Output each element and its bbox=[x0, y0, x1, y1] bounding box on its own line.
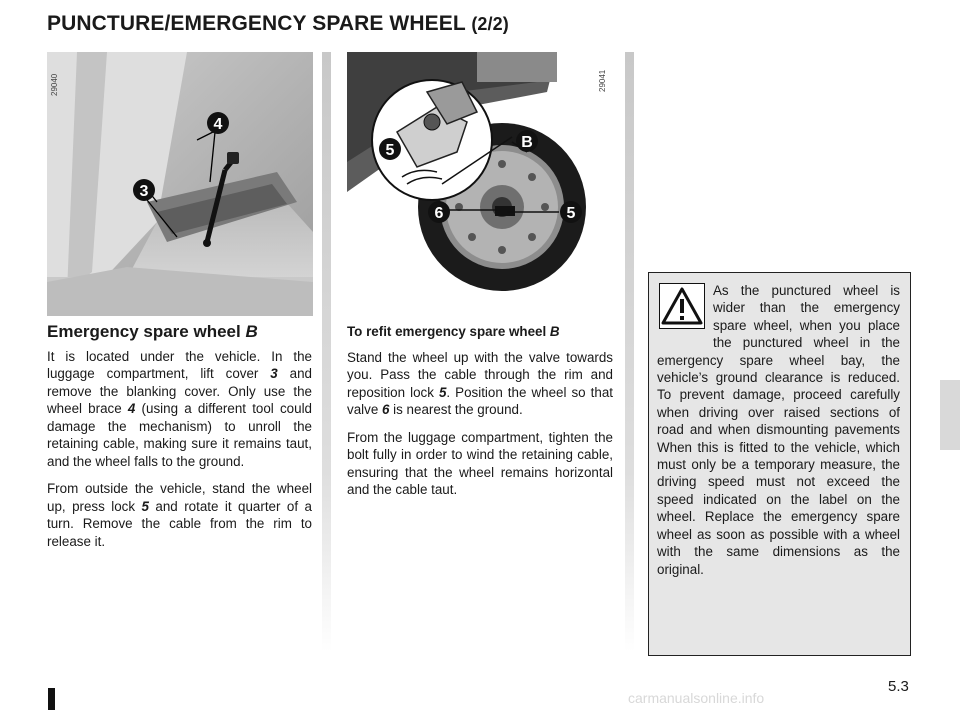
callout-6: 6 bbox=[434, 205, 444, 222]
corner-mark bbox=[48, 688, 55, 710]
warning-box bbox=[648, 272, 911, 656]
paragraph-tighten: From the luggage compartment, tighten the bolt fully in order to wind the retaining cable, ensuring that the wheel remains horizontal and the cable taut. bbox=[347, 429, 613, 497]
chapter-tab bbox=[940, 380, 960, 450]
paragraph-release: From outside the vehicle, stand the wheel up, press lock 5 and rotate it quarter of a turn. Remove the cable from the rim to release it. bbox=[47, 481, 312, 549]
column-divider-left bbox=[322, 52, 331, 652]
title-part: (2/2) bbox=[471, 14, 509, 34]
paragraph-refit-steps: Stand the wheel up with the valve towards you. Pass the cable through the rim and reposition lock 5. Position the wheel so that valve 6 is nearest the ground. bbox=[347, 349, 613, 417]
title-main: PUNCTURE/EMERGENCY SPARE WHEEL bbox=[47, 12, 466, 35]
watermark: carmanualsonline.info bbox=[628, 690, 765, 706]
section-heading-spare-wheel: Emergency spare wheel B bbox=[47, 322, 258, 341]
section-heading-refit: To refit emergency spare wheel B bbox=[347, 324, 560, 339]
callout-5-bottom: 5 bbox=[566, 205, 576, 222]
luggage-compartment-figure bbox=[47, 52, 313, 316]
callout-b: B bbox=[521, 134, 533, 151]
middle-column bbox=[347, 323, 613, 509]
left-column bbox=[47, 323, 312, 560]
spare-wheel-figure bbox=[347, 52, 616, 314]
page-title bbox=[47, 12, 509, 36]
paragraph-location: It is located under the vehicle. In the luggage compartment, lift cover 3 and remove the blanking cover. Only use the wheel brace 4 (using a different tool could damage the mechanism) to unroll the retaining cable, making sure it remains taut, and the wheel falls to the ground. bbox=[47, 348, 312, 469]
callout-4: 4 bbox=[213, 116, 223, 133]
warning-text: As the punctured wheel is wider than the emergency spare wheel, when you place the punctured wheel in the emergency spare wheel bay, the vehicle’s ground clearance is reduced. To prevent damage, proceed carefully when driving over raised sections of road and when dismounting pavements When this is fitted to the vehicle, which must only be a temporary measure, the driving speed must not exceed the speed indicated on the label on the wheel. Replace the emergency spare wheel as soon as possible with a wheel with the same dimensions as the original. bbox=[657, 283, 900, 577]
figure-ref-right: 29041 bbox=[598, 69, 607, 92]
figure-ref-left: 29040 bbox=[50, 73, 59, 96]
callout-5-top: 5 bbox=[385, 142, 395, 159]
column-divider-right bbox=[625, 52, 634, 652]
callout-3: 3 bbox=[139, 183, 149, 200]
page-number: 5.3 bbox=[888, 678, 909, 695]
